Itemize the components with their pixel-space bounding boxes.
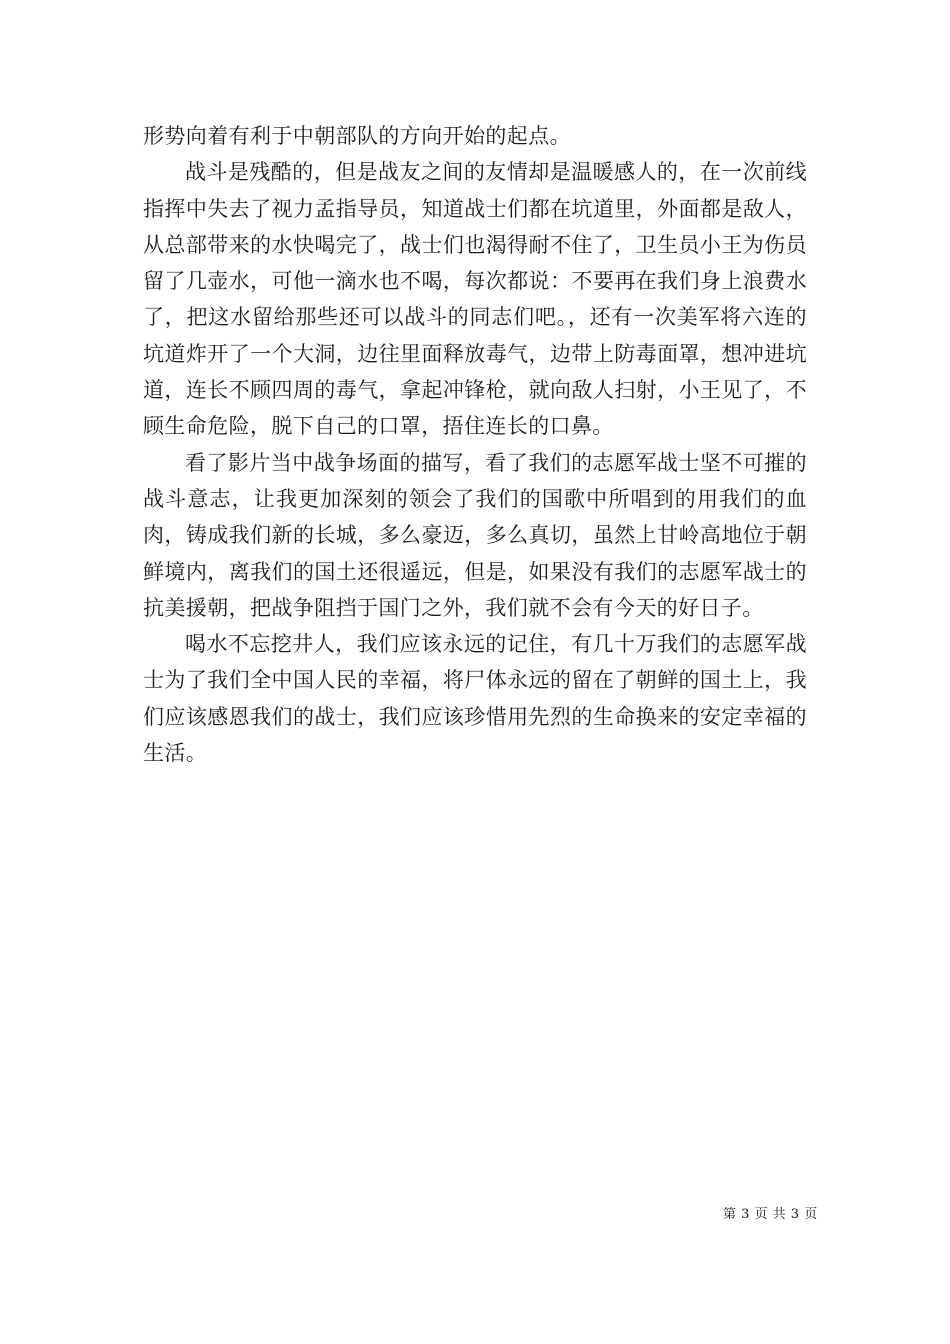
page-number-footer: 第 3 页 共 3 页 — [723, 1207, 818, 1222]
paragraph-film-reflection: 看了影片当中战争场面的描写，看了我们的志愿军战士坚不可摧的战斗意志，让我更加深刻的领会了我们的国歌中所唱到的用我们的血肉，铸成我们新的长城，多么豪迈，多么真切，虽然上甘岭高地位于朝鲜境内，离我们的国土还很遥远，但是，如果没有我们的志愿军战士的抗美援朝，把战争阻挡于国门之外，我们就不会有今天的好日子。 — [143, 450, 807, 620]
paragraph-continuation: 形势向着有利于中朝部队的方向开始的起点。 — [143, 124, 571, 148]
document-body — [143, 118, 807, 771]
paragraph-gratitude: 喝水不忘挖井人，我们应该永远的记住，有几十万我们的志愿军战士为了我们全中国人民的幸福，将尸体永远的留在了朝鲜的国土上，我们应该感恩我们的战士，我们应该珍惜用先烈的生命换来的安定幸福的生活。 — [143, 632, 807, 766]
paragraph-battle-friendship: 战斗是残酷的，但是战友之间的友情却是温暖感人的，在一次前线指挥中失去了视力孟指导员，知道战士们都在坑道里，外面都是敌人，从总部带来的水快喝完了，战士们也渴得耐不住了，卫生员小王为伤员留了几壶水，可他一滴水也不喝，每次都说：不要再在我们身上浪费水了，把这水留给那些还可以战斗的同志们吧。，还有一次美军将六连的坑道炸开了一个大洞，边往里面释放毒气，边带上防毒面罩，想冲进坑道，连长不顾四周的毒气，拿起冲锋枪，就向敌人扫射，小王见了，不顾生命危险，脱下自己的口罩，捂住连长的口鼻。 — [143, 160, 807, 439]
